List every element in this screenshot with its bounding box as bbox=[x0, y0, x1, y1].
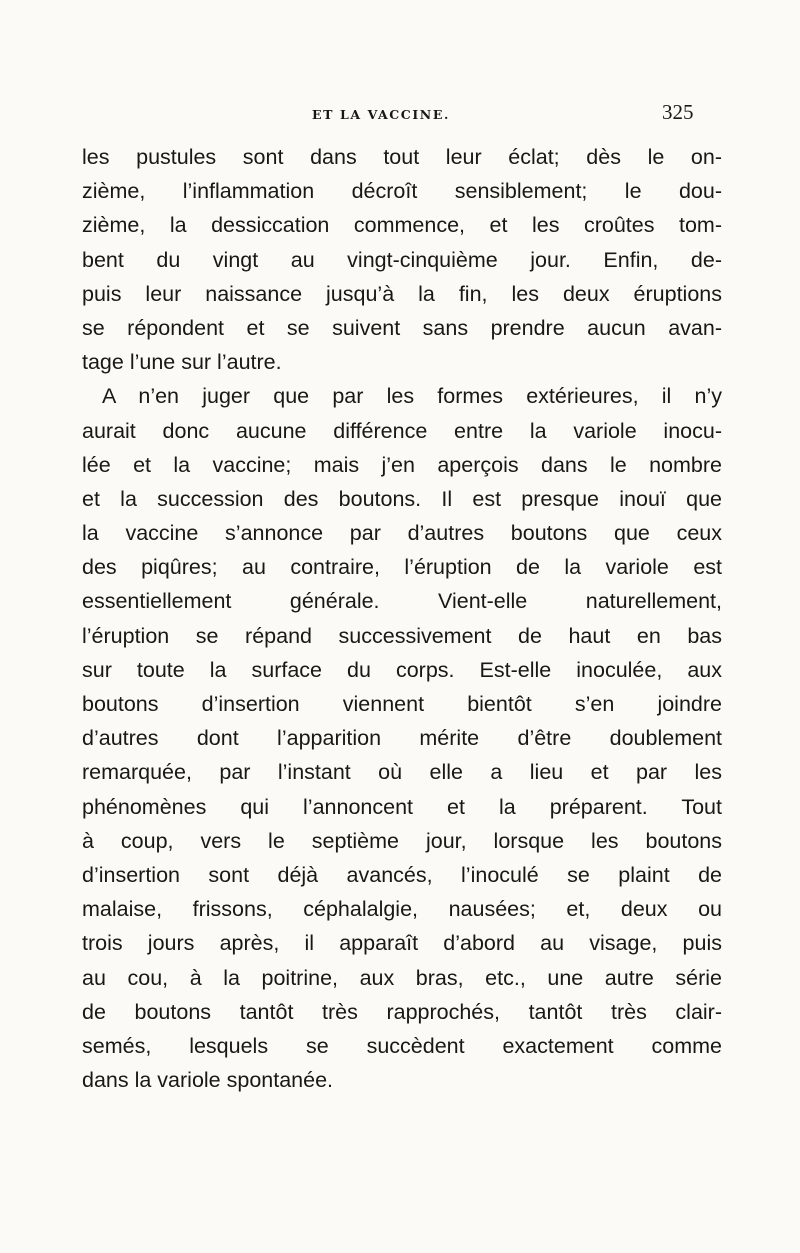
text-line: des piqûres; au contraire, l’éruption de la variole est bbox=[82, 555, 722, 580]
text-line: boutons d’insertion viennent bientôt s’en joindre bbox=[82, 692, 722, 716]
text-line: l’éruption se répand successivement de haut en bas bbox=[82, 623, 722, 648]
paragraph-start-line: A n’en juger que par les formes extérieures, il n’y bbox=[102, 384, 722, 409]
text-line: au cou, à la poitrine, aux bras, etc., une autre série bbox=[82, 965, 722, 990]
page-number: 325 bbox=[662, 100, 694, 124]
text-line: puis leur naissance jusqu’à la fin, les deux éruptions bbox=[82, 281, 722, 306]
text-line: trois jours après, il apparaît d’abord au visage, puis bbox=[82, 931, 722, 956]
paragraph-end-line: dans la variole spontanée. bbox=[82, 1068, 334, 1093]
running-head-title: ET LA VACCINE. bbox=[312, 107, 450, 122]
text-line: zième, la dessiccation commence, et les croûtes tom- bbox=[82, 213, 722, 238]
text-line: zième, l’inflammation décroît sensiblement; le dou- bbox=[82, 179, 722, 204]
text-line: d’insertion sont déjà avancés, l’inoculé se plaint de bbox=[82, 862, 722, 887]
body-text bbox=[82, 140, 722, 1097]
text-line: la vaccine s’annonce par d’autres boutons que ceux bbox=[82, 521, 722, 546]
text-line: sur toute la surface du corps. Est-elle inoculée, aux bbox=[82, 657, 722, 682]
text-line: se répondent et se suivent sans prendre aucun avan- bbox=[82, 315, 722, 340]
text-line: et la succession des boutons. Il est presque inouï que bbox=[82, 486, 722, 511]
text-line: d’autres dont l’apparition mérite d’être doublement bbox=[82, 726, 722, 751]
text-line: phénomènes qui l’annoncent et la préparent. Tout bbox=[82, 794, 722, 819]
text-line: aurait donc aucune différence entre la variole inocu- bbox=[82, 418, 722, 443]
text-line: à coup, vers le septième jour, lorsque les boutons bbox=[82, 828, 722, 853]
text-line: de boutons tantôt très rapprochés, tantôt très clair- bbox=[82, 999, 722, 1024]
text-line: essentiellement générale. Vient-elle naturellement, bbox=[82, 589, 722, 614]
text-line: remarquée, par l’instant où elle a lieu et par les bbox=[82, 760, 722, 785]
text-line: les pustules sont dans tout leur éclat; dès le on- bbox=[82, 145, 722, 169]
text-line: semés, lesquels se succèdent exactement comme bbox=[82, 1033, 722, 1058]
paragraph-end-line: tage l’une sur l’autre. bbox=[82, 350, 282, 375]
text-line: malaise, frissons, céphalalgie, nausées; et, deux ou bbox=[82, 897, 722, 922]
text-line: bent du vingt au vingt-cinquième jour. Enfin, de- bbox=[82, 247, 722, 272]
text-line: lée et la vaccine; mais j’en aperçois dans le nombre bbox=[82, 452, 722, 477]
